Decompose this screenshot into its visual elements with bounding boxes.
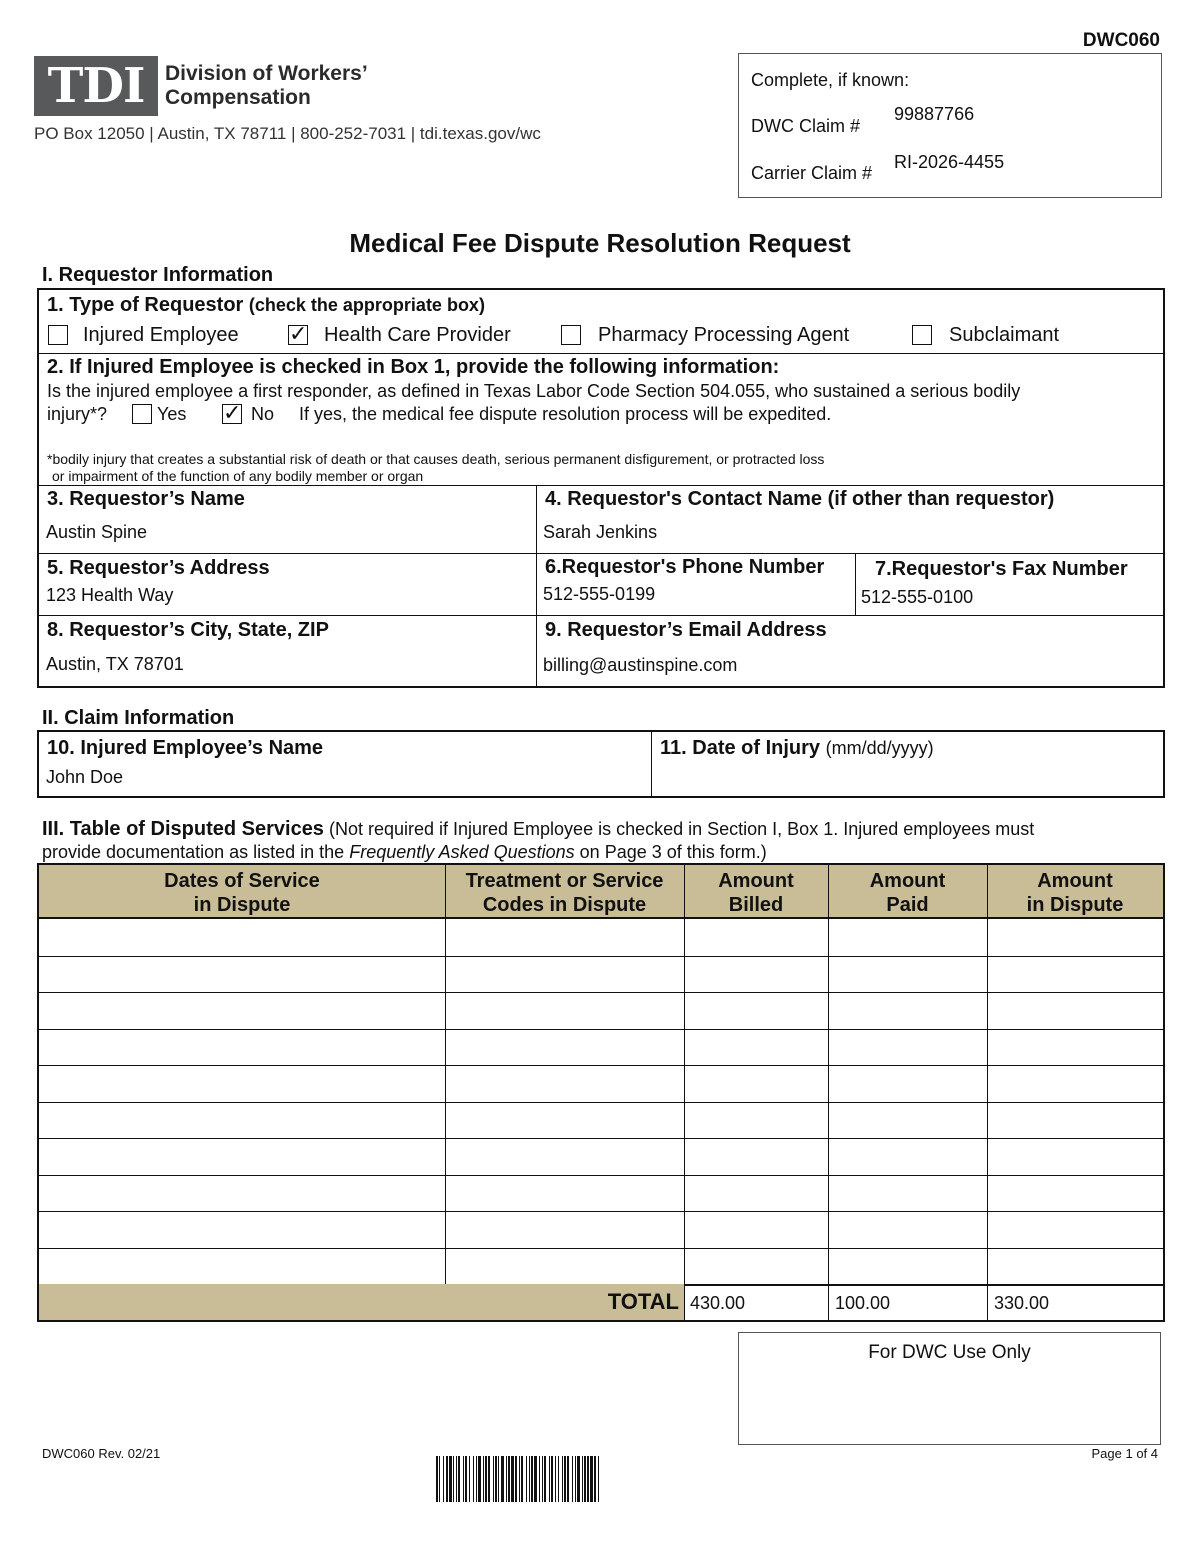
table-cell[interactable] (684, 1065, 828, 1102)
first-responder-no-checkbox[interactable] (222, 400, 242, 425)
dwc-claim-label: DWC Claim # (751, 116, 861, 136)
table-cell[interactable] (684, 1138, 828, 1175)
requestor-phone-field[interactable]: 512-555-0199 (543, 584, 656, 604)
table-row (39, 1029, 1163, 1066)
contact-name-field[interactable]: Sarah Jenkins (543, 522, 658, 542)
col-amount-billed: Amount Billed (718, 870, 794, 916)
first-responder-question-cont: injury*? (47, 404, 108, 424)
checkmark-icon: ✓ (223, 400, 242, 425)
box4-label: 4. Requestor's Contact Name (if other than requestor) (545, 488, 1055, 510)
table-cell[interactable] (987, 956, 1163, 993)
table-cell[interactable] (828, 1029, 987, 1066)
table-cell[interactable] (828, 1211, 987, 1248)
expedite-note: If yes, the medical fee dispute resolution process will be expedited. (299, 404, 832, 424)
table-cell[interactable] (828, 992, 987, 1029)
section3-title: III. Table of Disputed Services (42, 818, 324, 840)
table-cell[interactable] (684, 919, 828, 956)
table-row (39, 919, 1163, 956)
page-number: Page 1 of 4 (1091, 1446, 1158, 1461)
table-row (39, 1211, 1163, 1248)
box1-label: 1. Type of Requestor (check the appropriate box) (47, 294, 485, 316)
requestor-fax-field[interactable]: 512-555-0100 (861, 587, 974, 607)
total-billed-field[interactable]: 430.00 (690, 1293, 746, 1313)
date-of-injury-field[interactable] (660, 767, 1140, 789)
subclaimant-label: Subclaimant (949, 324, 1060, 346)
table-cell[interactable] (684, 992, 828, 1029)
col-amount-paid: Amount Paid (869, 870, 946, 916)
injured-employee-label: Injured Employee (83, 324, 239, 346)
org-address: PO Box 12050 | Austin, TX 78711 | 800-252-7031 | tdi.texas.gov/wc (34, 124, 541, 143)
org-name-line2: Compensation (165, 86, 311, 109)
table-cell[interactable] (445, 1248, 684, 1285)
first-responder-yes-checkbox[interactable] (132, 404, 152, 424)
table-cell[interactable] (684, 1175, 828, 1212)
subclaimant-checkbox[interactable] (912, 325, 932, 345)
tdi-logo: TDI (34, 56, 158, 116)
section3-note-a: (Not required if Injured Employee is checked in Section I, Box 1. Injured employees must (328, 819, 1035, 839)
first-responder-question: Is the injured employee a first responder, as defined in Texas Labor Code Section 504.055, who sustained a serious bodily (47, 381, 1021, 401)
col-amount-in-dispute: Amount in Dispute (1026, 870, 1124, 916)
table-cell[interactable] (828, 1248, 987, 1285)
table-cell[interactable] (828, 1175, 987, 1212)
dwc-use-only-box (738, 1332, 1161, 1445)
table-cell[interactable] (828, 1102, 987, 1139)
table-cell[interactable] (39, 1211, 445, 1248)
total-paid-field[interactable]: 100.00 (835, 1293, 891, 1313)
health-care-provider-label: Health Care Provider (324, 324, 511, 346)
col-dates-of-service: Dates of Service in Dispute (164, 870, 320, 916)
total-label: TOTAL (607, 1289, 679, 1314)
table-row (39, 1065, 1163, 1102)
barcode-image (436, 1456, 712, 1502)
requestor-city-state-zip-field[interactable]: Austin, TX 78701 (46, 654, 184, 674)
total-row (39, 1284, 1163, 1320)
requestor-address-field[interactable]: 123 Health Way (46, 585, 174, 605)
table-row (39, 1175, 1163, 1212)
table-cell[interactable] (684, 1211, 828, 1248)
section3-note-line2: provide documentation as listed in the Frequently Asked Questions on Page 3 of this form.) (42, 842, 767, 862)
table-cell[interactable] (684, 956, 828, 993)
pharmacy-agent-label: Pharmacy Processing Agent (598, 324, 850, 346)
dwc-use-only-label: For DWC Use Only (868, 1342, 1031, 1363)
table-cell[interactable] (445, 919, 684, 956)
table-cell[interactable] (987, 919, 1163, 956)
checkmark-icon: ✓ (289, 321, 308, 346)
footnote-line2: or impairment of the function of any bodily member or organ (52, 468, 424, 484)
table-cell[interactable] (39, 956, 445, 993)
table-cell[interactable] (828, 919, 987, 956)
table-row (39, 1102, 1163, 1139)
claim-box-heading: Complete, if known: (751, 70, 910, 90)
table-row (39, 1248, 1163, 1285)
section2-title: II. Claim Information (42, 707, 235, 729)
table-row (39, 956, 1163, 993)
box11-label: 11. Date of Injury (mm/dd/yyyy) (660, 737, 934, 759)
section1-title: I. Requestor Information (42, 264, 274, 286)
disputed-services-table (37, 863, 1165, 1322)
section3-heading (42, 818, 1034, 841)
table-cell[interactable] (987, 1138, 1163, 1175)
table-cell[interactable] (445, 1138, 684, 1175)
table-cell[interactable] (828, 1138, 987, 1175)
claim-info-box (37, 730, 1165, 798)
table-cell[interactable] (987, 1175, 1163, 1212)
no-label: No (251, 404, 275, 424)
table-cell[interactable] (39, 1138, 445, 1175)
form-revision: DWC060 Rev. 02/21 (42, 1446, 161, 1461)
org-name-line1: Division of Workers’ (165, 62, 368, 85)
box10-label: 10. Injured Employee’s Name (47, 737, 324, 759)
table-cell[interactable] (445, 1211, 684, 1248)
requestor-email-field[interactable]: billing@austinspine.com (543, 655, 738, 675)
table-cell[interactable] (987, 1248, 1163, 1285)
health-care-provider-checkbox[interactable] (288, 321, 308, 346)
table-cell[interactable] (445, 1102, 684, 1139)
carrier-claim-field[interactable]: RI-2026-4455 (894, 152, 1005, 172)
table-row (39, 1138, 1163, 1175)
table-cell[interactable] (445, 956, 684, 993)
table-cell[interactable] (987, 1102, 1163, 1139)
total-dispute-field[interactable]: 330.00 (994, 1293, 1050, 1313)
table-cell[interactable] (828, 956, 987, 993)
table-cell[interactable] (684, 1248, 828, 1285)
table-cell[interactable] (39, 1102, 445, 1139)
table-cell[interactable] (39, 1065, 445, 1102)
box6-label: 6.Requestor's Phone Number (545, 556, 825, 578)
table-cell[interactable] (828, 1065, 987, 1102)
box8-label: 8. Requestor’s City, State, ZIP (47, 619, 329, 641)
box9-label: 9. Requestor’s Email Address (545, 619, 827, 641)
dwc-claim-field[interactable]: 99887766 (894, 104, 975, 124)
pharmacy-agent-checkbox[interactable] (561, 325, 581, 345)
requestor-info-box (37, 288, 1165, 688)
requestor-name-field[interactable]: Austin Spine (46, 522, 148, 542)
table-cell[interactable] (684, 1029, 828, 1066)
claim-number-box (738, 53, 1162, 198)
faq-reference: Frequently Asked Questions (349, 842, 575, 862)
table-header (39, 865, 1163, 919)
table-cell[interactable] (445, 1065, 684, 1102)
table-cell[interactable] (445, 1029, 684, 1066)
table-cell[interactable] (39, 992, 445, 1029)
table-cell[interactable] (987, 1065, 1163, 1102)
table-cell[interactable] (987, 992, 1163, 1029)
box3-label: 3. Requestor’s Name (47, 488, 245, 510)
page-title: Medical Fee Dispute Resolution Request (349, 228, 851, 258)
table-cell[interactable] (39, 1175, 445, 1212)
table-row (39, 992, 1163, 1029)
carrier-claim-label: Carrier Claim # (751, 163, 873, 183)
yes-label: Yes (157, 404, 187, 424)
table-cell[interactable] (39, 1248, 445, 1285)
table-cell[interactable] (445, 1175, 684, 1212)
col-service-codes: Treatment or Service Codes in Dispute (465, 870, 664, 916)
box7-label: 7.Requestor's Fax Number (875, 558, 1128, 580)
box2-label: 2. If Injured Employee is checked in Box 1, provide the following information: (47, 356, 780, 378)
footnote-line1: *bodily injury that creates a substantial risk of death or that causes death, serious permanent disfigurement, or protracted loss (47, 451, 825, 467)
table-cell[interactable] (987, 1029, 1163, 1066)
box5-label: 5. Requestor’s Address (47, 557, 270, 579)
table-cell[interactable] (987, 1211, 1163, 1248)
injured-employee-name-field[interactable]: John Doe (46, 767, 124, 787)
table-cell[interactable] (39, 1029, 445, 1066)
table-cell[interactable] (39, 919, 445, 956)
form-code: DWC060 (1082, 30, 1160, 51)
injured-employee-checkbox[interactable] (48, 325, 68, 345)
table-cell[interactable] (445, 992, 684, 1029)
table-cell[interactable] (684, 1102, 828, 1139)
